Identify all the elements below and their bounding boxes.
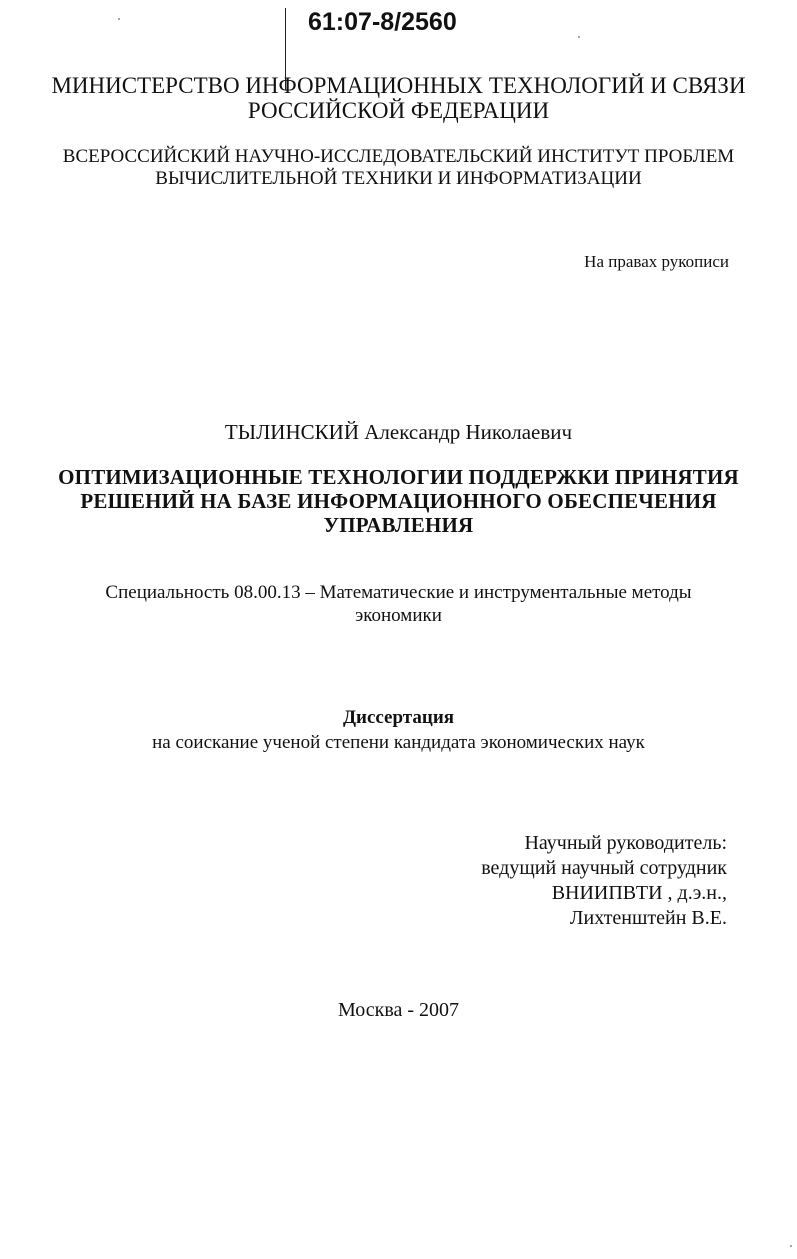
institute-line-2: ВЫЧИСЛИТЕЛЬНОЙ ТЕХНИКИ И ИНФОРМАТИЗАЦИИ bbox=[155, 168, 642, 189]
specialty-line-1: Специальность 08.00.13 – Математические и инструментальные методы bbox=[105, 582, 692, 603]
archive-stamp: 61:07-8/2560 bbox=[308, 8, 457, 36]
scan-speck bbox=[578, 36, 580, 38]
ministry-header bbox=[0, 73, 797, 123]
manuscript-note: На правах рукописи bbox=[584, 252, 729, 271]
scientific-advisor bbox=[481, 831, 727, 931]
title-line-3: УПРАВЛЕНИЯ bbox=[323, 513, 474, 537]
ministry-line-1: МИНИСТЕРСТВО ИНФОРМАЦИОННЫХ ТЕХНОЛОГИЙ И СВЯЗИ bbox=[51, 73, 746, 98]
specialty-line-2: экономики bbox=[355, 605, 442, 626]
specialty bbox=[0, 581, 797, 627]
ministry-line-2: РОССИЙСКОЙ ФЕДЕРАЦИИ bbox=[247, 98, 550, 123]
degree-line: на соискание ученой степени кандидата экономических наук bbox=[152, 732, 645, 753]
advisor-line-3: ВНИИПВТИ , д.э.н., bbox=[551, 882, 727, 904]
city-year: Москва - 2007 bbox=[337, 999, 460, 1021]
advisor-line-1: Научный руководитель: bbox=[524, 832, 727, 854]
title-line-2: РЕШЕНИЙ НА БАЗЕ ИНФОРМАЦИОННОГО ОБЕСПЕЧЕНИЯ bbox=[80, 489, 717, 513]
dissertation-title bbox=[0, 465, 797, 537]
institute-header bbox=[0, 146, 797, 190]
scan-speck bbox=[118, 18, 120, 20]
advisor-line-2: ведущий научный сотрудник bbox=[481, 857, 727, 879]
advisor-line-4: Лихтенштейн В.Е. bbox=[569, 907, 727, 929]
title-line-1: ОПТИМИЗАЦИОННЫЕ ТЕХНОЛОГИИ ПОДДЕРЖКИ ПРИНЯТИЯ bbox=[58, 465, 739, 489]
institute-line-1: ВСЕРОССИЙСКИЙ НАУЧНО-ИССЛЕДОВАТЕЛЬСКИЙ ИНСТИТУТ ПРОБЛЕМ bbox=[62, 146, 735, 167]
scan-speck bbox=[790, 1245, 792, 1247]
dissertation-label: Диссертация bbox=[342, 707, 455, 728]
author-name: ТЫЛИНСКИЙ Александр Николаевич bbox=[224, 420, 573, 444]
